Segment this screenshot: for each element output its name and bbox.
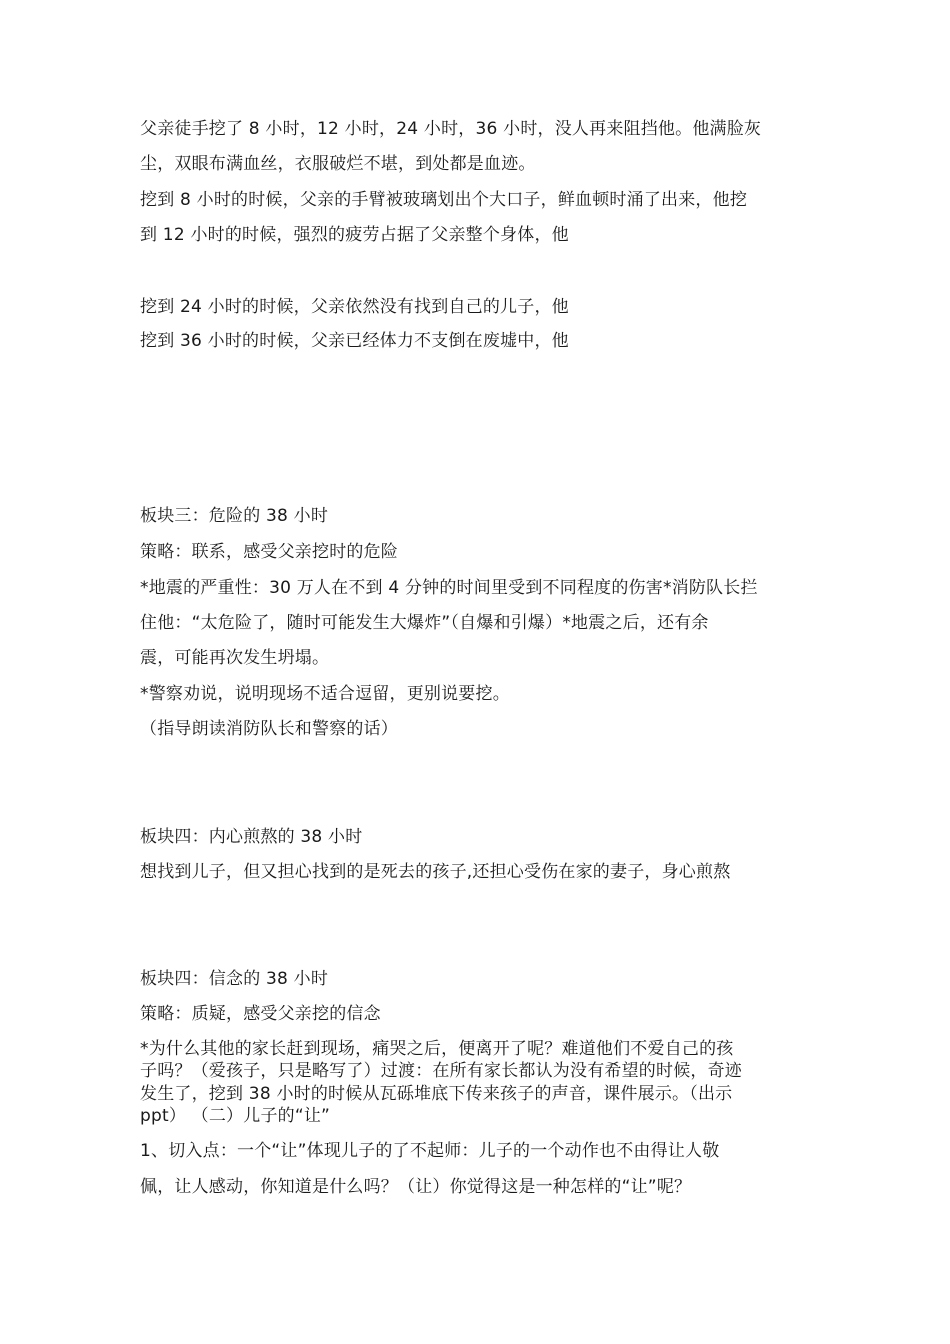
text-line: 挖到 36 小时的时候，父亲已经体力不支倒在废墟中，他 bbox=[140, 331, 569, 351]
text-line: 尘，双眼布满血丝，衣服破烂不堪，到处都是血迹。 bbox=[140, 154, 536, 174]
text-line: 佩，让人感动，你知道是什么吗？（让）你觉得这是一种怎样的“让”呢？ bbox=[140, 1177, 692, 1197]
section-heading: 板块三：危险的 38 小时 bbox=[140, 506, 329, 526]
text-line: 挖到 8 小时的时候，父亲的手臂被玻璃划出个大口子，鲜血顿时涌了出来，他挖 bbox=[140, 190, 748, 210]
text-line: ppt） （二）儿子的“让” bbox=[140, 1106, 331, 1126]
text-line: 震，可能再次发生坍塌。 bbox=[140, 648, 330, 668]
text-line: 父亲徒手挖了 8 小时，12 小时，24 小时，36 小时，没人再来阻挡他。他满脸灰 bbox=[140, 119, 762, 139]
text-line: 住他：“太危险了，随时可能发生大爆炸”（自爆和引爆）*地震之后，还有余 bbox=[140, 613, 709, 633]
text-line: *警察劝说，说明现场不适合逗留，更别说要挖。 bbox=[140, 684, 510, 704]
text-line: 1、切入点：一个“让”体现儿子的了不起师：儿子的一个动作也不由得让人敬 bbox=[140, 1141, 720, 1161]
text-line: 挖到 24 小时的时候，父亲依然没有找到自己的儿子，他 bbox=[140, 297, 569, 317]
text-line: 想找到儿子，但又担心找到的是死去的孩子,还担心受伤在家的妻子，身心煎熬 bbox=[140, 862, 731, 882]
text-line: 子吗？（爱孩子，只是略写了）过渡：在所有家长都认为没有希望的时候，奇迹 bbox=[140, 1061, 742, 1081]
text-line: 发生了，挖到 38 小时的时候从瓦砾堆底下传来孩子的声音，课件展示。（出示 bbox=[140, 1084, 733, 1104]
text-line: 策略：质疑，感受父亲挖的信念 bbox=[140, 1004, 381, 1024]
text-line: *地震的严重性：30 万人在不到 4 分钟的时间里受到不同程度的伤害*消防队长拦 bbox=[140, 578, 758, 598]
text-line: 策略：联系，感受父亲挖时的危险 bbox=[140, 542, 398, 562]
section-heading: 板块四：内心煎熬的 38 小时 bbox=[140, 827, 363, 847]
text-line: 到 12 小时的时候，强烈的疲劳占据了父亲整个身体，他 bbox=[140, 225, 569, 245]
section-heading: 板块四：信念的 38 小时 bbox=[140, 969, 329, 989]
text-line: （指导朗读消防队长和警察的话） bbox=[140, 719, 398, 739]
text-line: *为什么其他的家长赶到现场，痛哭之后，便离开了呢？难道他们不爱自己的孩 bbox=[140, 1039, 734, 1059]
